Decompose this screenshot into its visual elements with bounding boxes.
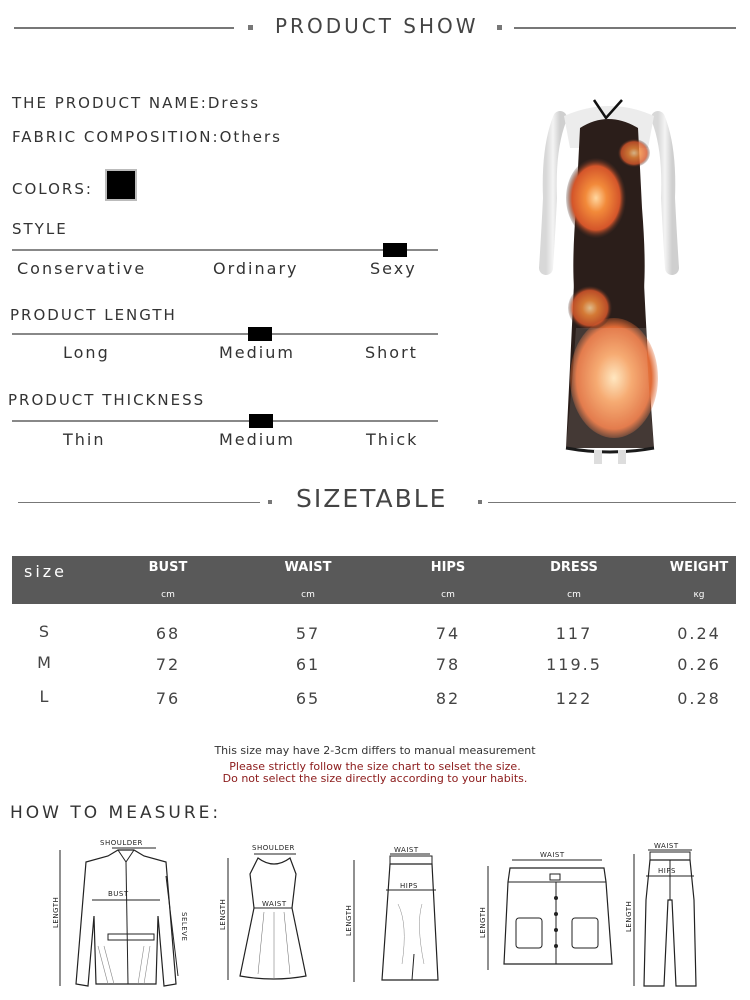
mannequin-dress-illustration xyxy=(530,88,690,468)
size-cell: L xyxy=(39,687,51,706)
sizetable-line-right xyxy=(488,502,736,503)
product-photo xyxy=(530,88,690,468)
style-marker xyxy=(383,243,407,257)
bust-column-header: BUST xyxy=(148,560,188,575)
jacket-sleeve-label: SELEVE xyxy=(180,912,188,942)
bust-cell: 72 xyxy=(155,655,181,674)
shorts-waist-label: WAIST xyxy=(540,851,565,859)
fabric-composition: FABRIC COMPOSITION:Others xyxy=(12,128,282,146)
size-cell: M xyxy=(37,653,53,672)
dress-length-label: LENGTH xyxy=(219,898,227,930)
size-table-header xyxy=(12,556,736,604)
page-title: PRODUCT SHOW xyxy=(275,14,479,38)
bust-cell: 76 xyxy=(155,689,181,708)
style-option-sexy: Sexy xyxy=(370,259,417,278)
bust-cell: 68 xyxy=(155,624,181,643)
thickness-marker xyxy=(249,414,273,428)
weight-cell: 0.24 xyxy=(677,624,721,643)
hips-cell: 78 xyxy=(435,655,461,674)
size-column-header: size xyxy=(24,562,68,581)
jacket-bust-label: BUST xyxy=(108,890,129,898)
waist-cell: 57 xyxy=(295,624,321,643)
jacket-illustration xyxy=(48,836,198,992)
pants-measure-diagram xyxy=(622,840,700,990)
dress-cell: 122 xyxy=(555,689,593,708)
length-option-medium: Medium xyxy=(219,343,295,362)
sizetable-dot-right xyxy=(478,500,482,504)
waist-cell: 65 xyxy=(295,689,321,708)
dress-cell: 119.5 xyxy=(546,655,602,674)
dress-waist-label: WAIST xyxy=(262,900,287,908)
thickness-option-medium: Medium xyxy=(219,430,295,449)
pants-hips-label: HIPS xyxy=(658,867,676,875)
weight-column-header: WEIGHT xyxy=(669,560,729,575)
hips-cell: 74 xyxy=(435,624,461,643)
thickness-bar xyxy=(12,420,438,422)
weight-cell: 0.28 xyxy=(677,689,721,708)
header-dot-right xyxy=(497,25,502,30)
header-line-left xyxy=(14,27,234,29)
skirt-waist-label: WAIST xyxy=(394,846,419,854)
hips-cell: 82 xyxy=(435,689,461,708)
style-option-ordinary: Ordinary xyxy=(213,259,299,278)
dress-unit: cm xyxy=(567,590,581,600)
pants-length-label: LENGTH xyxy=(625,900,633,932)
warning-note-1: Please strictly follow the size chart to selset the size. xyxy=(229,760,521,773)
color-swatch[interactable] xyxy=(105,169,137,201)
dress-column-header: DRESS xyxy=(550,560,598,575)
hips-unit: cm xyxy=(441,590,455,600)
shorts-length-label: LENGTH xyxy=(479,906,487,938)
thickness-title: PRODUCT THICKNESS xyxy=(8,391,206,409)
waist-unit: cm xyxy=(301,590,315,600)
product-name: THE PRODUCT NAME:Dress xyxy=(12,94,261,112)
thickness-option-thin: Thin xyxy=(63,430,106,449)
sizetable-title: SIZETABLE xyxy=(296,484,448,513)
weight-cell: 0.26 xyxy=(677,655,721,674)
size-cell: S xyxy=(38,622,52,641)
waist-column-header: WAIST xyxy=(284,560,332,575)
jacket-measure-diagram xyxy=(48,836,198,992)
length-title: PRODUCT LENGTH xyxy=(10,306,177,324)
skirt-illustration xyxy=(342,844,446,984)
skirt-hips-label: HIPS xyxy=(400,882,418,890)
thickness-option-thick: Thick xyxy=(366,430,419,449)
jacket-length-label: LENGTH xyxy=(52,896,60,928)
length-option-long: Long xyxy=(63,343,110,362)
skirt-length-label: LENGTH xyxy=(345,904,353,936)
length-marker xyxy=(248,327,272,341)
style-bar xyxy=(12,249,438,251)
weight-unit: κg xyxy=(693,590,705,600)
colors-label: COLORS: xyxy=(12,180,93,198)
shorts-measure-diagram xyxy=(474,846,614,976)
waist-cell: 61 xyxy=(295,655,321,674)
measurement-note: This size may have 2-3cm differs to manual measurement xyxy=(214,744,536,757)
style-option-conservative: Conservative xyxy=(17,259,147,278)
pants-waist-label: WAIST xyxy=(654,842,679,850)
header-dot-left xyxy=(248,25,253,30)
dress-shoulder-label: SHOULDER xyxy=(252,844,295,852)
dress-measure-diagram xyxy=(214,840,314,984)
bust-unit: cm xyxy=(161,590,175,600)
sizetable-line-left xyxy=(18,502,260,503)
how-to-measure-title: HOW TO MEASURE: xyxy=(10,803,222,823)
sizetable-dot-left xyxy=(268,500,272,504)
length-bar xyxy=(12,333,438,335)
header-line-right xyxy=(514,27,736,29)
jacket-shoulder-label: SHOULDER xyxy=(100,839,143,847)
skirt-measure-diagram xyxy=(342,844,446,984)
shorts-illustration xyxy=(474,846,614,976)
dress-illustration xyxy=(214,840,314,984)
dress-cell: 117 xyxy=(555,624,593,643)
pants-illustration xyxy=(622,840,700,990)
warning-note-2: Do not select the size directly according to your habits. xyxy=(222,772,528,785)
hips-column-header: HIPS xyxy=(430,560,466,575)
length-option-short: Short xyxy=(365,343,418,362)
style-title: STYLE xyxy=(12,220,68,238)
